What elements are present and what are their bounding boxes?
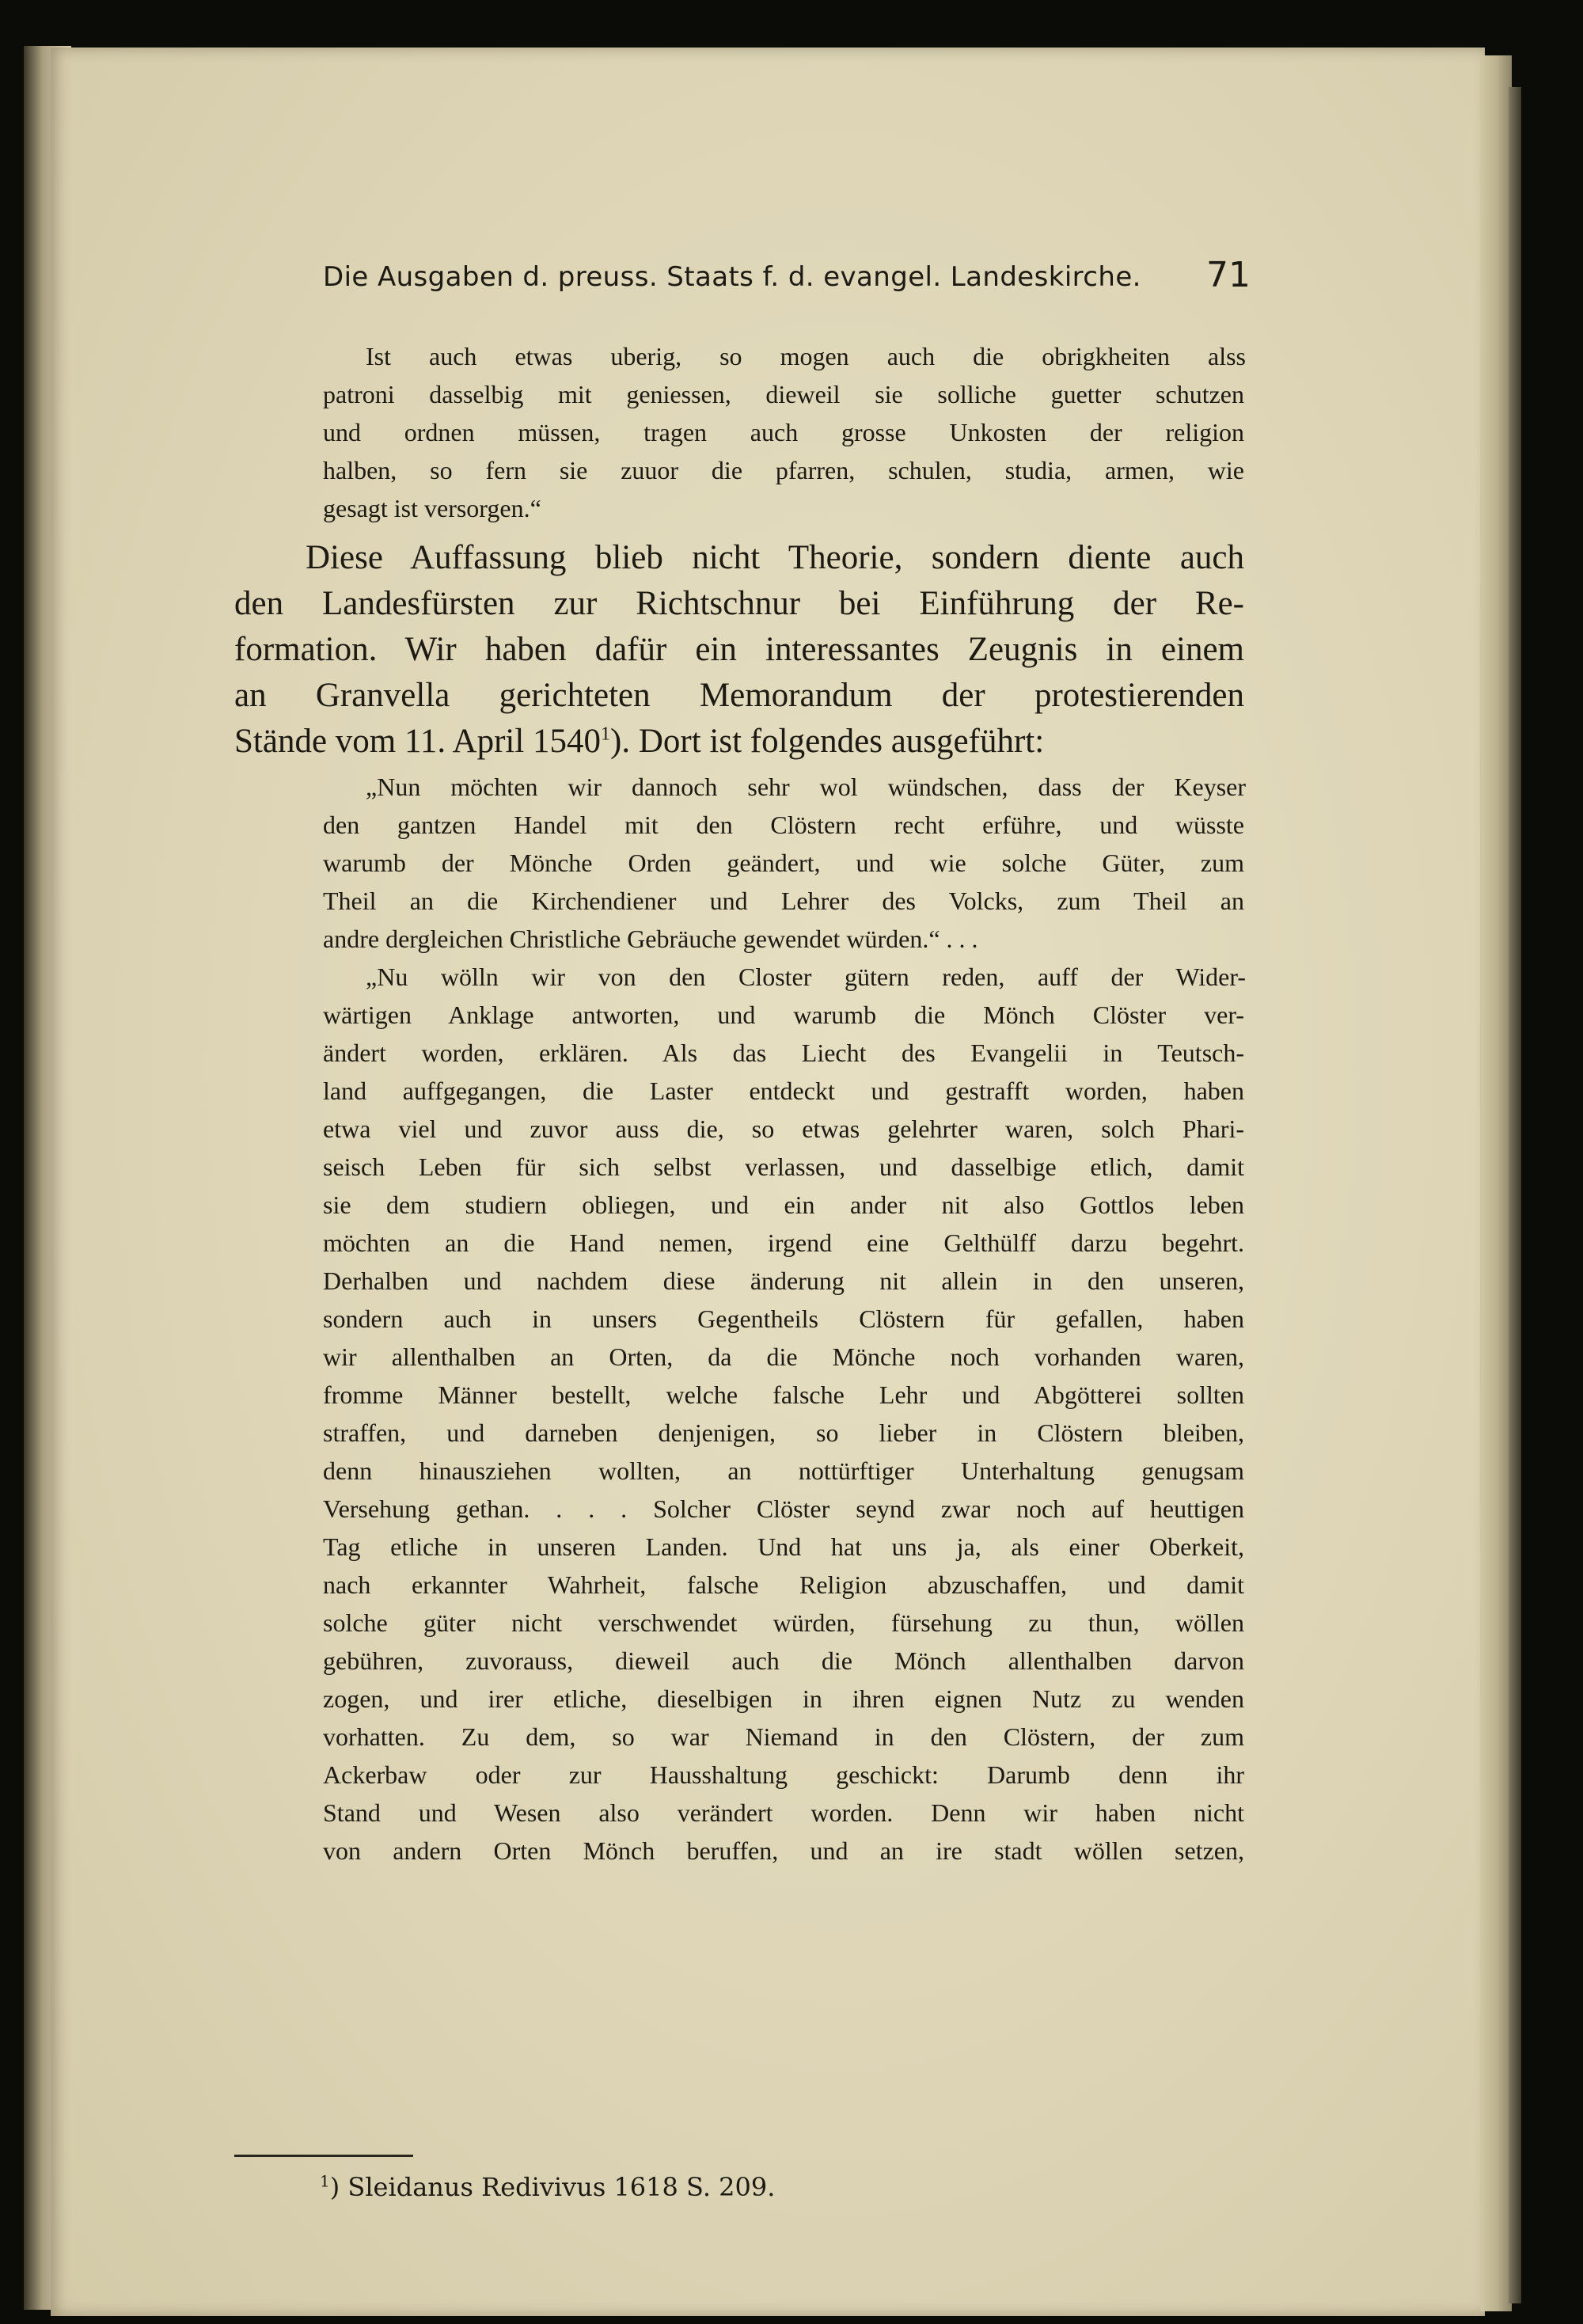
- quote2-line: vorhatten. Zu dem, so war Niemand in den Clöstern, der zum: [323, 1722, 1244, 1751]
- quote2-line: wir allenthalben an Orten, da die Mönche noch vorhanden waren,: [323, 1342, 1244, 1371]
- quote2-line: land auffgegangen, die Laster entdeckt und gestrafft worden, haben: [323, 1077, 1244, 1105]
- quote2-line: Derhalben und nachdem diese änderung nit allein in den unseren,: [323, 1266, 1244, 1295]
- quote2-line: nach erkannter Wahrheit, falsche Religion abzuschaffen, und damit: [323, 1570, 1244, 1599]
- quote2-line: sie dem studiern obliegen, und ein ander nit also Gottlos leben: [323, 1190, 1244, 1219]
- quote2-line: solche güter nicht verschwendet würden, fürsehung zu thun, wöllen: [323, 1608, 1244, 1637]
- quote1-line: patroni dasselbig mit geniessen, dieweil sie solliche guetter schutzen: [323, 380, 1244, 408]
- quote2-line: Versehung gethan. . . . Solcher Clöster seynd zwar noch auf heuttigen: [323, 1494, 1244, 1523]
- quote2-line: seisch Leben für sich selbst verlassen, und dasselbige etlich, damit: [323, 1153, 1244, 1181]
- quote2-line: von andern Orten Mönch beruffen, und an ire stadt wöllen setzen,: [323, 1836, 1244, 1865]
- quote2-line: zogen, und irer etliche, dieselbigen in ihren eignen Nutz zu wenden: [323, 1684, 1244, 1713]
- footnote-marker: 1: [320, 2171, 330, 2191]
- paragraph-text: ). Dort ist folgendes ausgeführt:: [610, 723, 1045, 760]
- quote2-line: warumb der Mönche Orden geändert, und wie solche Güter, zum: [323, 849, 1244, 877]
- quote2-line: straffen, und darneben denjenigen, so lieber in Clöstern bleiben,: [323, 1418, 1244, 1447]
- paragraph-line: den Landesfürsten zur Richtschnur bei Einführung der Re-: [234, 585, 1244, 622]
- paragraph-line: Diese Auffassung blieb nicht Theorie, sondern diente auch: [306, 539, 1244, 576]
- quote2-line: möchten an die Hand nemen, irgend eine Gelthülff darzu begehrt.: [323, 1228, 1244, 1257]
- quote1-line: Ist auch etwas uberig, so mogen auch die obrigkheiten alss: [366, 342, 1246, 370]
- quote2-line: wärtigen Anklage antworten, und warumb die Mönch Clöster ver-: [323, 1001, 1244, 1029]
- quote1-line: halben, so fern sie zuuor die pfarren, schulen, studia, armen, wie: [323, 456, 1244, 484]
- quote2-line: gebühren, zuvorauss, dieweil auch die Mönch allenthalben darvon: [323, 1646, 1244, 1675]
- quote2-line: andre dergleichen Christliche Gebräuche gewendet würden.“ . . .: [323, 925, 978, 953]
- quote2-line: Theil an die Kirchendiener und Lehrer des Volcks, zum Theil an: [323, 887, 1244, 915]
- footnote-ref: 1: [601, 723, 611, 745]
- quote2-line: „Nu wölln wir von den Closter gütern reden, auff der Wider-: [366, 963, 1246, 991]
- paragraph-line: formation. Wir haben dafür ein interessantes Zeugnis in einem: [234, 631, 1244, 668]
- running-head: [323, 255, 1251, 302]
- quote2-line: ändert worden, erklären. Als das Liecht des Evangelii in Teutsch-: [323, 1039, 1244, 1067]
- page-right-shadow: [1509, 87, 1521, 2303]
- quote2-line: Tag etliche in unseren Landen. Und hat uns ja, als einer Oberkeit,: [323, 1532, 1244, 1561]
- footnote-rule: [234, 2155, 413, 2157]
- quote2-line: etwa viel und zuvor auss die, so etwas gelehrter waren, solch Phari-: [323, 1115, 1244, 1143]
- quote1-line: und ordnen müssen, tragen auch grosse Unkosten der religion: [323, 418, 1244, 446]
- quote2-line: Ackerbaw oder zur Hausshaltung geschickt: Darumb denn ihr: [323, 1760, 1244, 1789]
- page-right-edge: [1480, 55, 1512, 2311]
- paragraph-text: Stände vom 11. April 1540: [234, 723, 602, 760]
- quote2-line: sondern auch in unsers Gegentheils Clöstern für gefallen, haben: [323, 1304, 1244, 1333]
- quote2-line: den gantzen Handel mit den Clöstern recht erführe, und wüsste: [323, 811, 1244, 839]
- quote2-line: „Nun möchten wir dannoch sehr wol wündschen, dass der Keyser: [366, 773, 1246, 801]
- quote2-line: Stand und Wesen also verändert worden. Denn wir haben nicht: [323, 1798, 1244, 1827]
- quote1-line: gesagt ist versorgen.“: [323, 494, 541, 522]
- paragraph-line: an Granvella gerichteten Memorandum der protestierenden: [234, 677, 1244, 714]
- quote2-line: denn hinausziehen wollten, an nottürftiger Unterhaltung genugsam: [323, 1456, 1244, 1485]
- footnote: [320, 2172, 775, 2202]
- running-title: Die Ausgaben d. preuss. Staats f. d. evangel. Landeskirche.: [323, 261, 1141, 293]
- page-number: 71: [1206, 255, 1251, 295]
- quote2-line: fromme Männer bestellt, welche falsche Lehr und Abgötterei sollten: [323, 1380, 1244, 1409]
- paragraph-line-last: [234, 722, 1044, 761]
- footnote-text: ) Sleidanus Redivivus 1618 S. 209.: [329, 2172, 776, 2202]
